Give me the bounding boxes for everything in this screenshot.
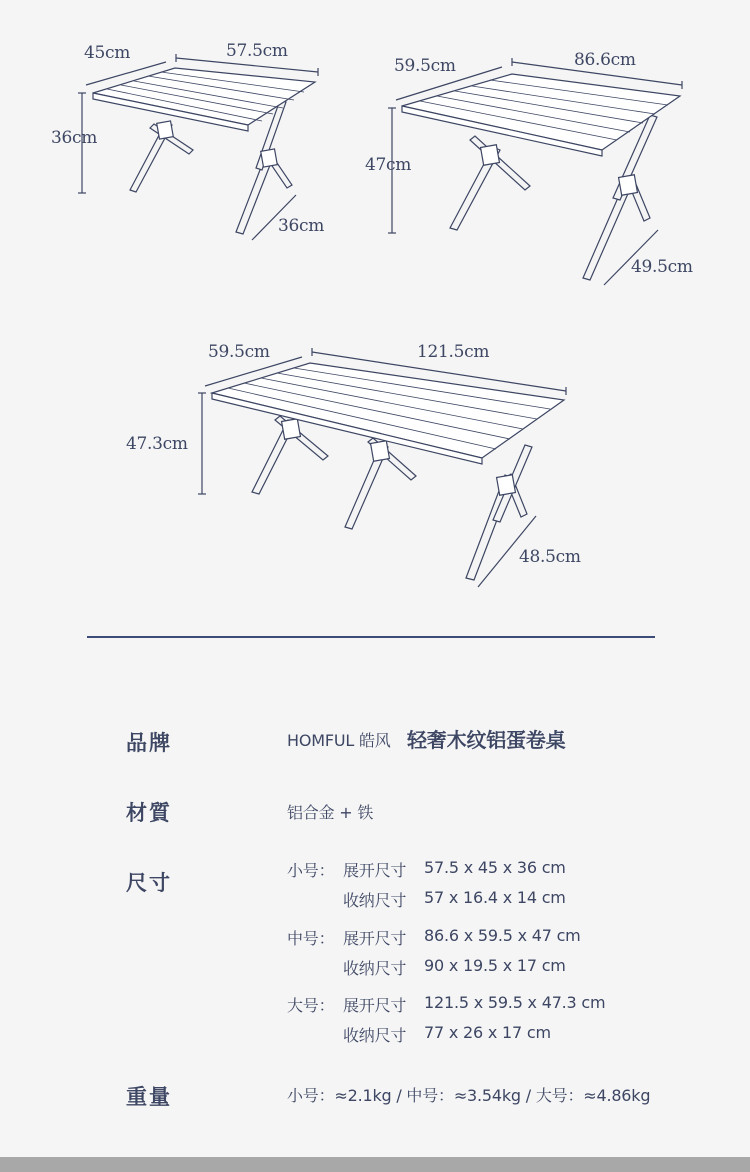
weight-value: 小号：≈2.1kg / 中号：≈3.54kg / 大号：≈4.86kg [287, 1086, 651, 1105]
medium-table-drawing [388, 58, 682, 285]
large-table-drawing [198, 348, 566, 587]
small-depth-label: 45cm [84, 43, 131, 63]
section-divider [87, 636, 655, 638]
large-width-label: 121.5cm [417, 342, 490, 362]
size-medium-fold-value: 90 x 19.5 x 17 cm [424, 956, 566, 975]
size-small-open-value: 57.5 x 45 x 36 cm [424, 858, 566, 877]
large-depth-label: 59.5cm [208, 342, 270, 362]
size-large-name: 大号： [287, 996, 335, 1015]
size-large-fold-value: 77 x 26 x 17 cm [424, 1023, 551, 1042]
size-large-open-value: 121.5 x 59.5 x 47.3 cm [424, 993, 606, 1012]
size-small-fold-label: 收纳尺寸 [343, 891, 407, 910]
size-small-open-label: 展开尺寸 [343, 861, 407, 880]
brand-label: 品牌 [126, 730, 172, 755]
product-name: 轻奢木纹铝蛋卷桌 [407, 728, 566, 752]
medium-height-label: 47cm [365, 155, 412, 175]
brand-value: HOMFUL 皓风 [287, 731, 391, 750]
size-medium-open-label: 展开尺寸 [343, 929, 407, 948]
material-value: 铝合金 + 铁 [287, 803, 374, 822]
small-width-label: 57.5cm [226, 41, 288, 61]
material-label: 材質 [126, 800, 172, 825]
size-small-name: 小号： [287, 861, 335, 880]
bottom-bar [0, 1157, 750, 1172]
size-large-fold-label: 收纳尺寸 [343, 1026, 407, 1045]
medium-depth-label: 59.5cm [394, 56, 456, 76]
small-table-drawing [78, 54, 318, 240]
size-large-open-label: 展开尺寸 [343, 996, 407, 1015]
medium-leg-spread-label: 49.5cm [631, 257, 693, 277]
large-height-label: 47.3cm [126, 434, 188, 454]
medium-width-label: 86.6cm [574, 50, 636, 70]
small-height-label: 36cm [51, 128, 98, 148]
size-medium-open-value: 86.6 x 59.5 x 47 cm [424, 926, 581, 945]
size-small-fold-value: 57 x 16.4 x 14 cm [424, 888, 566, 907]
large-leg-spread-label: 48.5cm [519, 547, 581, 567]
small-leg-spread-label: 36cm [278, 216, 325, 236]
size-medium-fold-label: 收纳尺寸 [343, 959, 407, 978]
weight-label: 重量 [126, 1084, 172, 1109]
size-medium-name: 中号： [287, 929, 335, 948]
size-label: 尺寸 [126, 870, 172, 895]
